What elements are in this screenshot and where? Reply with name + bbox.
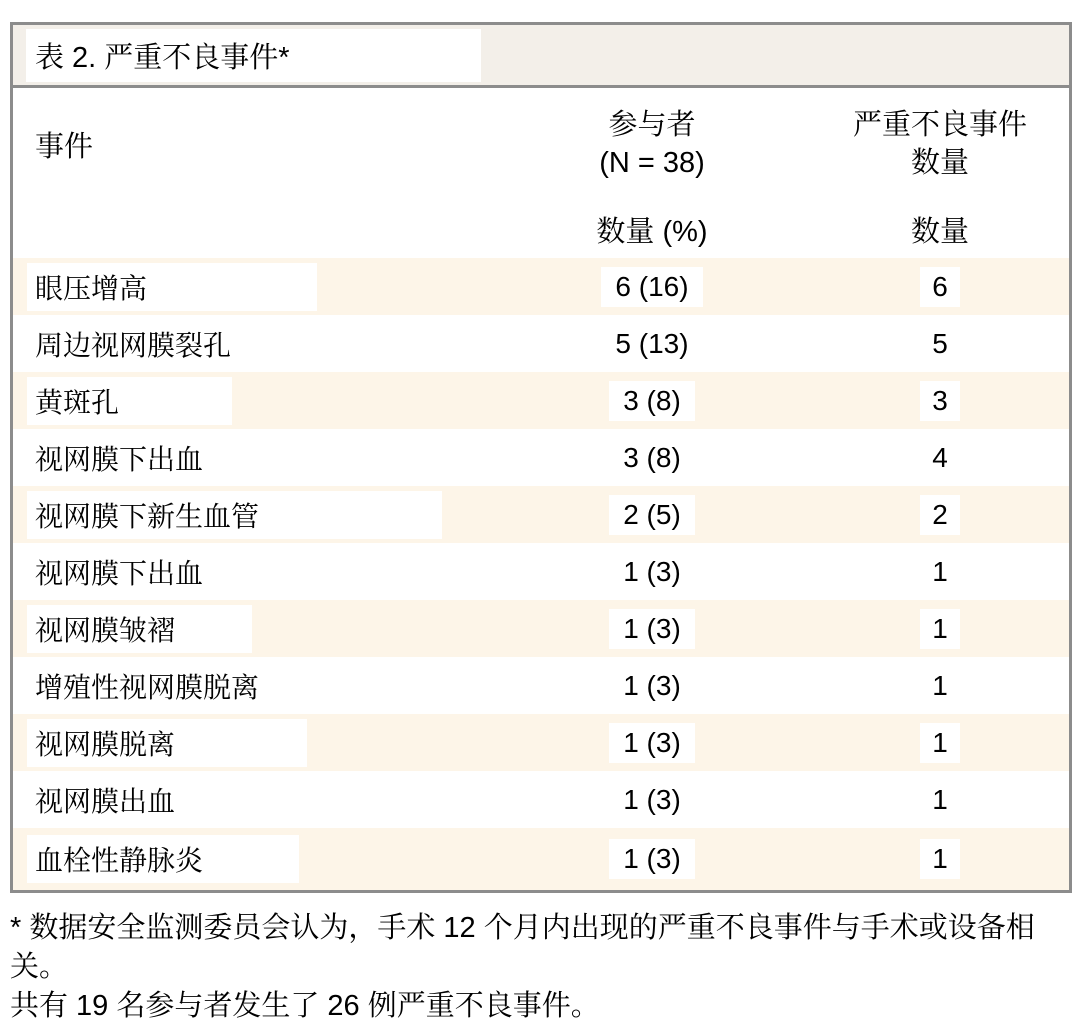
column-header-participants bbox=[493, 88, 811, 200]
count-value: 1 bbox=[932, 555, 948, 587]
table-row bbox=[13, 258, 1069, 315]
count-value: 1 bbox=[932, 669, 948, 701]
event-cell bbox=[13, 372, 493, 429]
count-cell bbox=[811, 714, 1069, 771]
footnote-line2: 共有 19 名参与者发生了 26 例严重不良事件。 bbox=[10, 990, 600, 1022]
participants-cell bbox=[493, 771, 811, 828]
event-cell bbox=[13, 486, 493, 543]
participants-value: 6 (16) bbox=[601, 267, 702, 307]
table-header bbox=[13, 88, 1069, 258]
event-cell bbox=[13, 429, 493, 486]
count-cell bbox=[811, 771, 1069, 828]
count-value: 3 bbox=[920, 381, 960, 421]
table-row bbox=[13, 600, 1069, 657]
event-cell bbox=[13, 315, 493, 372]
table-row bbox=[13, 486, 1069, 543]
footnote-line1: * 数据安全监测委员会认为，手术 12 个月内出现的严重不良事件与手术或设备相关。 bbox=[10, 912, 1035, 983]
participants-cell bbox=[493, 486, 811, 543]
table-body bbox=[13, 258, 1069, 890]
count-value: 1 bbox=[932, 783, 948, 815]
table-title-bar bbox=[13, 25, 1069, 88]
event-label: 视网膜出血 bbox=[35, 785, 176, 817]
participants-cell bbox=[493, 429, 811, 486]
participants-cell bbox=[493, 543, 811, 600]
participants-header-line1: 参与者 bbox=[608, 109, 696, 141]
count-cell bbox=[811, 429, 1069, 486]
participants-value: 3 (8) bbox=[609, 381, 695, 421]
count-value: 5 bbox=[932, 327, 948, 359]
event-cell bbox=[13, 258, 493, 315]
event-label: 视网膜脱离 bbox=[27, 719, 307, 767]
participants-value: 2 (5) bbox=[609, 495, 695, 535]
event-label: 增殖性视网膜脱离 bbox=[35, 671, 260, 703]
table-row bbox=[13, 771, 1069, 828]
count-cell bbox=[811, 315, 1069, 372]
event-header-label: 事件 bbox=[35, 130, 94, 163]
event-label: 眼压增高 bbox=[27, 263, 317, 311]
event-label: 视网膜皱褶 bbox=[27, 605, 252, 653]
participants-value: 1 (3) bbox=[623, 555, 681, 587]
count-cell bbox=[811, 372, 1069, 429]
table-row bbox=[13, 828, 1069, 890]
count-value: 6 bbox=[920, 267, 960, 307]
event-cell bbox=[13, 714, 493, 771]
table-row bbox=[13, 714, 1069, 771]
count-value: 1 bbox=[920, 839, 960, 879]
table-row bbox=[13, 657, 1069, 714]
count-cell bbox=[811, 600, 1069, 657]
participants-value: 1 (3) bbox=[623, 669, 681, 701]
column-header-event bbox=[13, 88, 493, 200]
participants-cell bbox=[493, 315, 811, 372]
participants-cell bbox=[493, 600, 811, 657]
participants-cell bbox=[493, 714, 811, 771]
participants-value: 1 (3) bbox=[623, 783, 681, 815]
event-cell bbox=[13, 600, 493, 657]
event-label: 视网膜下新生血管 bbox=[27, 491, 442, 539]
header-row-sub bbox=[13, 200, 1069, 258]
participants-value: 1 (3) bbox=[609, 609, 695, 649]
count-cell bbox=[811, 486, 1069, 543]
count-value: 1 bbox=[920, 723, 960, 763]
count-value: 4 bbox=[932, 441, 948, 473]
column-header-sae-count bbox=[811, 88, 1069, 200]
participants-value: 1 (3) bbox=[609, 723, 695, 763]
table-row bbox=[13, 543, 1069, 600]
table-row bbox=[13, 429, 1069, 486]
event-cell bbox=[13, 771, 493, 828]
event-label: 黄斑孔 bbox=[27, 377, 232, 425]
header-row-main bbox=[13, 88, 1069, 200]
count-value: 1 bbox=[920, 609, 960, 649]
table-row bbox=[13, 372, 1069, 429]
participants-cell bbox=[493, 372, 811, 429]
event-cell bbox=[13, 543, 493, 600]
sae-header-line2: 数量 bbox=[910, 147, 969, 179]
participants-header-line2: (N = 38) bbox=[599, 147, 705, 179]
count-cell bbox=[811, 657, 1069, 714]
adverse-events-table bbox=[10, 22, 1072, 893]
event-label: 周边视网膜裂孔 bbox=[35, 329, 232, 361]
event-label: 视网膜下出血 bbox=[35, 557, 204, 589]
count-value: 2 bbox=[920, 495, 960, 535]
table-row bbox=[13, 315, 1069, 372]
event-cell bbox=[13, 657, 493, 714]
event-label: 视网膜下出血 bbox=[35, 443, 204, 475]
table-title: 表 2. 严重不良事件* bbox=[26, 29, 481, 82]
participants-value: 1 (3) bbox=[609, 839, 695, 879]
participants-cell bbox=[493, 657, 811, 714]
count-cell bbox=[811, 258, 1069, 315]
participants-value: 5 (13) bbox=[615, 327, 689, 359]
subheader-participants-unit: 数量 (%) bbox=[596, 215, 708, 248]
sae-header-line1: 严重不良事件 bbox=[852, 109, 1027, 141]
events-table bbox=[13, 88, 1069, 890]
participants-value: 3 (8) bbox=[623, 441, 681, 473]
event-label: 血栓性静脉炎 bbox=[27, 835, 299, 883]
participants-cell bbox=[493, 258, 811, 315]
count-cell bbox=[811, 828, 1069, 890]
participants-cell bbox=[493, 828, 811, 890]
subheader-empty bbox=[13, 200, 493, 258]
subheader-sae-unit: 数量 bbox=[910, 215, 969, 248]
count-cell bbox=[811, 543, 1069, 600]
event-cell bbox=[13, 828, 493, 890]
table-footnote bbox=[10, 909, 1070, 1026]
